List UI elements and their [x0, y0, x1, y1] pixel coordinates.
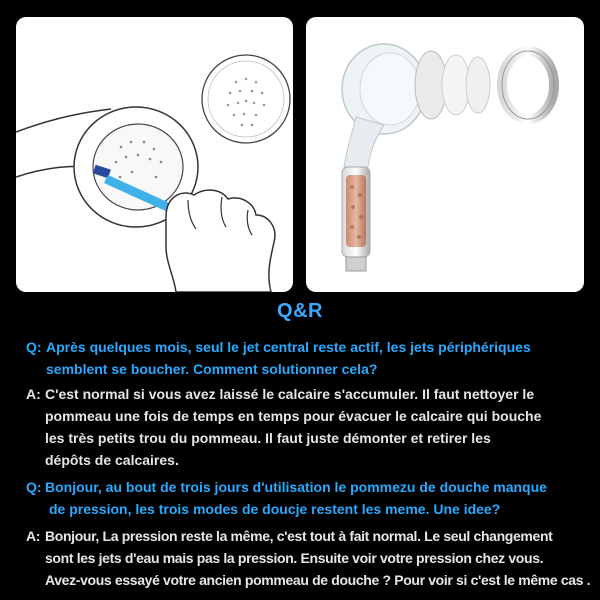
shower-head-product-photo [306, 17, 584, 292]
answer-2-line-2: sont les jets d'eau mais pas la pression. Ensuite voir votre pression chez vous. [45, 550, 544, 566]
answer-2-line-1: Bonjour, La pression reste la même, c'est tout à fait normal. Le seul changement [45, 528, 553, 544]
answer-prefix: A: [26, 528, 41, 544]
exploded-shower-head-drawing [306, 17, 584, 292]
cleaning-illustration [16, 17, 293, 292]
toothbrush-cleaning-drawing [16, 17, 293, 292]
answer-1-line-1: C'est normal si vous avez laissé le calcaire s'accumuler. Il faut nettoyer le [45, 386, 535, 402]
answer-prefix: A: [26, 386, 41, 402]
answer-2 [26, 525, 591, 591]
question-1-line-1: Après quelques mois, seul le jet central reste actif, les jets périphériques [46, 339, 531, 355]
question-prefix: Q: [26, 479, 42, 495]
question-2 [26, 476, 586, 520]
question-2-line-1: Bonjour, au bout de trois jours d'utilisation le pommezu de douche manque [45, 479, 547, 495]
answer-1 [26, 383, 586, 471]
question-1-line-2: semblent se boucher. Comment solutionner cela? [46, 361, 378, 377]
answer-1-line-4: dépôts de calcaires. [45, 452, 179, 468]
answer-1-line-3: les très petits trou du pommeau. Il faut juste démonter et retirer les [45, 430, 491, 446]
answer-2-line-3: Avez-vous essayé votre ancien pommeau de douche ? Pour voir si c'est le même cas . [45, 572, 591, 588]
question-2-line-2: de pression, les trois modes de doucje restent les meme. Une idee? [49, 501, 501, 517]
answer-1-line-2: pommeau une fois de temps en temps pour évacuer le calcaire qui bouche [45, 408, 542, 424]
question-1 [26, 336, 586, 380]
section-title: Q&R [277, 300, 323, 322]
question-prefix: Q: [26, 339, 42, 355]
